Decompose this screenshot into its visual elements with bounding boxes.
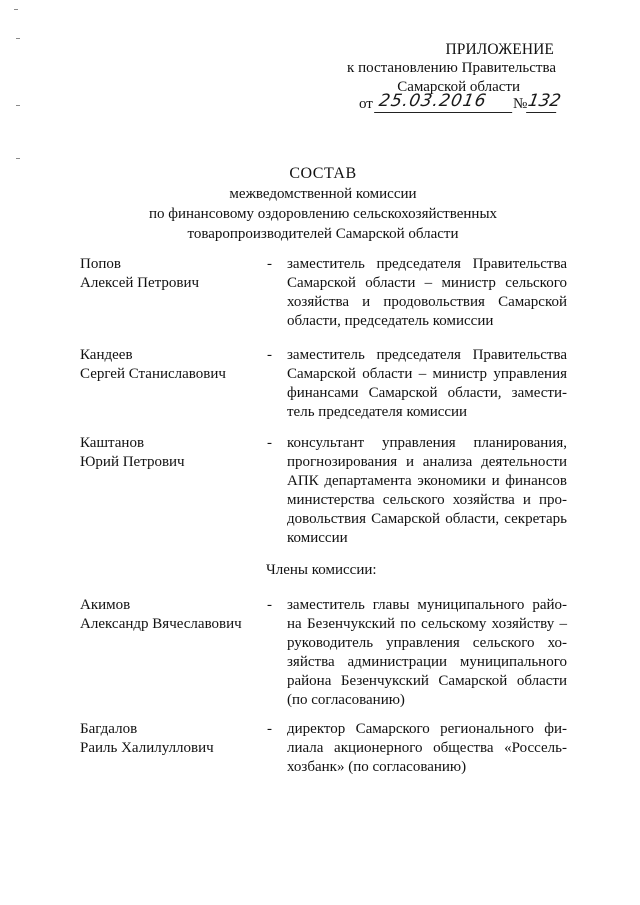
role-line: заместитель главы муниципального райо- <box>287 597 567 613</box>
person-name <box>80 720 260 758</box>
role-line: хозбанк» (по согласованию) <box>287 759 467 775</box>
role-line: министерства сельского хозяйства и про- <box>287 492 567 508</box>
role-line: финансами Самарской области, замести- <box>287 385 567 401</box>
appendix-reference: к постановлению Правительства <box>347 60 556 76</box>
role-line: зяйства администрации муниципального <box>287 654 567 670</box>
person-role <box>287 434 567 548</box>
appendix-date-line <box>350 91 570 118</box>
person-given-names: Юрий Петрович <box>80 454 185 470</box>
date-prefix: от <box>359 96 373 112</box>
entry-dash: - <box>267 347 272 363</box>
role-line: заместитель председателя Правительства <box>287 256 567 272</box>
scan-mark <box>16 105 20 106</box>
role-line: области, председатель комиссии <box>287 313 494 329</box>
entry-dash: - <box>267 256 272 272</box>
person-surname: Каштанов <box>80 435 145 451</box>
entry-dash: - <box>267 597 272 613</box>
role-line: консультант управления планирования, <box>287 435 567 451</box>
role-line: руководитель управления сельского хо- <box>287 635 567 651</box>
title-line-1: СОСТАВ <box>289 165 357 182</box>
role-line: заместитель председателя Правительства <box>287 347 567 363</box>
handwritten-number: 132 <box>526 91 563 111</box>
title-line-2: межведомственной комиссии <box>229 186 417 202</box>
role-line: (по согласованию) <box>287 692 405 708</box>
role-line: Самарской области – министр сельского <box>287 275 567 291</box>
role-line: прогнозирования и анализа деятельности <box>287 454 567 470</box>
role-line: АПК департамента экономики и финансов <box>287 473 567 489</box>
person-surname: Кандеев <box>80 347 133 363</box>
title-line-3: по финансовому оздоровлению сельскохозяйственных <box>148 206 498 222</box>
person-given-names: Раиль Халилуллович <box>80 740 214 756</box>
entry-dash: - <box>267 435 272 451</box>
role-line: довольствия Самарской области, секретарь <box>287 511 567 527</box>
role-line: района Безенчукский Самарской области <box>287 673 567 689</box>
scan-mark <box>16 158 20 159</box>
role-line: тель председателя комиссии <box>287 404 468 420</box>
person-name <box>80 596 260 634</box>
appendix-heading: ПРИЛОЖЕНИЕ <box>445 41 554 58</box>
person-given-names: Сергей Станиславович <box>80 366 226 382</box>
role-line: на Безенчукский по сельскому хозяйству – <box>287 616 567 632</box>
person-role <box>287 255 567 331</box>
title-line-4: товаропроизводителей Самарской области <box>187 226 459 242</box>
person-name <box>80 255 260 293</box>
person-given-names: Александр Вячеславович <box>80 616 242 632</box>
scan-mark <box>16 38 20 39</box>
role-line: директор Самарского регионального фи- <box>287 721 567 737</box>
number-prefix: № <box>513 96 528 112</box>
handwritten-date: 25.03.2016 <box>374 91 516 113</box>
role-line: Самарской области – министр управления <box>287 366 567 382</box>
role-line: комиссии <box>287 530 348 546</box>
entry-dash: - <box>267 721 272 737</box>
document-title <box>80 164 566 244</box>
role-line: лиала акционерного общества «Россель- <box>287 740 567 756</box>
person-name <box>80 346 260 384</box>
person-surname: Багдалов <box>80 721 138 737</box>
scan-mark <box>14 9 18 10</box>
person-surname: Попов <box>80 256 121 272</box>
appendix-region: Самарской области <box>397 79 520 95</box>
role-line: хозяйства и продовольствия Самарской <box>287 294 567 310</box>
person-surname: Акимов <box>80 597 131 613</box>
person-role <box>287 596 567 710</box>
appendix-header <box>298 40 558 97</box>
person-given-names: Алексей Петрович <box>80 275 200 291</box>
members-section-label: Члены комиссии: <box>266 562 377 578</box>
person-role <box>287 346 567 422</box>
person-name <box>80 434 260 472</box>
person-role <box>287 720 567 777</box>
